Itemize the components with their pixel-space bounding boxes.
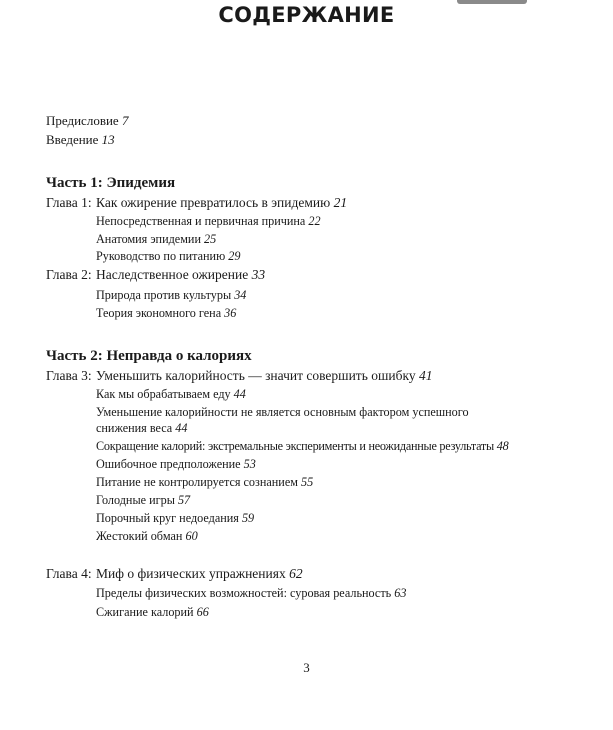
toc-section-page: 57	[177, 493, 191, 507]
toc-chapter-label: Наследственное ожирение	[96, 267, 249, 282]
toc-section-label: Непосредственная и первичная причина	[96, 214, 306, 228]
toc-chapter-page: 33	[251, 267, 266, 282]
toc-chapter-1[interactable]	[46, 195, 347, 211]
toc-chapter-number: Глава 1:	[46, 195, 92, 210]
toc-part-2[interactable]: Часть 2: Неправда о калориях	[46, 348, 252, 364]
toc-section[interactable]	[96, 604, 209, 620]
toc-section[interactable]	[96, 386, 246, 402]
toc-section-page: 36	[224, 306, 237, 320]
toc-chapter-number: Глава 3:	[46, 368, 92, 383]
toc-section-page: 48	[496, 439, 509, 453]
toc-section-page: 22	[308, 214, 321, 228]
toc-section-label: Природа против культуры	[96, 288, 232, 302]
toc-section-label: Уменьшение калорийности не является основным фактором успешного	[96, 405, 469, 419]
toc-section-label: Питание не контролируется сознанием	[96, 475, 298, 489]
toc-chapter-number: Глава 2:	[46, 267, 92, 282]
toc-chapter-label: Как ожирение превратилось в эпидемию	[96, 195, 331, 210]
toc-entry-label: Введение	[46, 132, 99, 147]
toc-section-label: Голодные игры	[96, 493, 175, 507]
toc-section-label: Руководство по питанию	[96, 249, 226, 263]
toc-section-label: Теория экономного гена	[96, 306, 222, 320]
toc-section-page: 59	[241, 511, 255, 525]
toc-entry-preface[interactable]	[46, 113, 128, 129]
toc-entry-label: Предисловие	[46, 113, 119, 128]
toc-chapter-label: Уменьшить калорийность — значит совершить ошибку	[96, 368, 416, 383]
toc-section-label: Сокращение калорий: экстремальные эксперименты и неожиданные результаты	[96, 439, 494, 453]
toc-section-label: Ошибочное предположение	[96, 457, 244, 471]
toc-section-page: 53	[243, 457, 256, 471]
toc-section[interactable]	[96, 404, 469, 420]
toc-entry-introduction[interactable]	[46, 132, 115, 148]
toc-section[interactable]	[96, 438, 508, 454]
toc-section-page: 66	[196, 605, 209, 619]
toc-entry-page: 7	[121, 113, 129, 128]
toc-section[interactable]	[96, 456, 256, 472]
toc-section-page: 60	[185, 529, 198, 543]
toc-section-page: 34	[234, 288, 247, 302]
page-number: 3	[303, 660, 310, 675]
toc-section-page: 63	[394, 586, 407, 600]
toc-section[interactable]	[96, 305, 236, 321]
toc-section-label: Как мы обрабатываем еду	[96, 387, 231, 401]
toc-chapter-4[interactable]	[46, 566, 303, 582]
toc-section-page: 55	[301, 475, 314, 489]
toc-part-1[interactable]: Часть 1: Эпидемия	[46, 175, 176, 191]
toc-section[interactable]	[96, 474, 313, 490]
toc-section[interactable]	[96, 248, 240, 264]
toc-chapter-page: 62	[289, 566, 303, 581]
page-title: СОДЕРЖАНИЕ	[218, 3, 395, 27]
toc-chapter-label: Миф о физических упражнениях	[96, 566, 286, 581]
toc-chapter-page: 41	[418, 368, 433, 383]
toc-section[interactable]	[96, 213, 321, 229]
toc-section-page: 44	[175, 421, 188, 435]
toc-section-page: 29	[228, 249, 241, 263]
toc-section[interactable]	[96, 287, 246, 303]
toc-entry-page: 13	[101, 132, 115, 147]
toc-section-continuation[interactable]	[96, 420, 187, 436]
toc-section-label: Порочный круг недоедания	[96, 511, 239, 525]
toc-section-label: Пределы физических возможностей: суровая реальность	[96, 586, 392, 600]
toc-section-page: 25	[204, 232, 217, 246]
toc-section[interactable]	[96, 510, 254, 526]
toc-chapter-3[interactable]	[46, 368, 432, 384]
toc-section[interactable]	[96, 231, 216, 247]
toc-chapter-number: Глава 4:	[46, 566, 92, 581]
toc-section[interactable]	[96, 585, 406, 601]
toc-section[interactable]	[96, 492, 190, 508]
toc-section-label: снижения веса	[96, 421, 173, 435]
toc-section-label: Жестокий обман	[96, 529, 183, 543]
toc-section-label: Анатомия эпидемии	[96, 232, 201, 246]
toc-chapter-page: 21	[333, 195, 348, 210]
toc-section[interactable]	[96, 528, 198, 544]
toc-section-page: 44	[233, 387, 246, 401]
toc-chapter-2[interactable]	[46, 267, 265, 283]
toc-section-label: Сжигание калорий	[96, 605, 194, 619]
